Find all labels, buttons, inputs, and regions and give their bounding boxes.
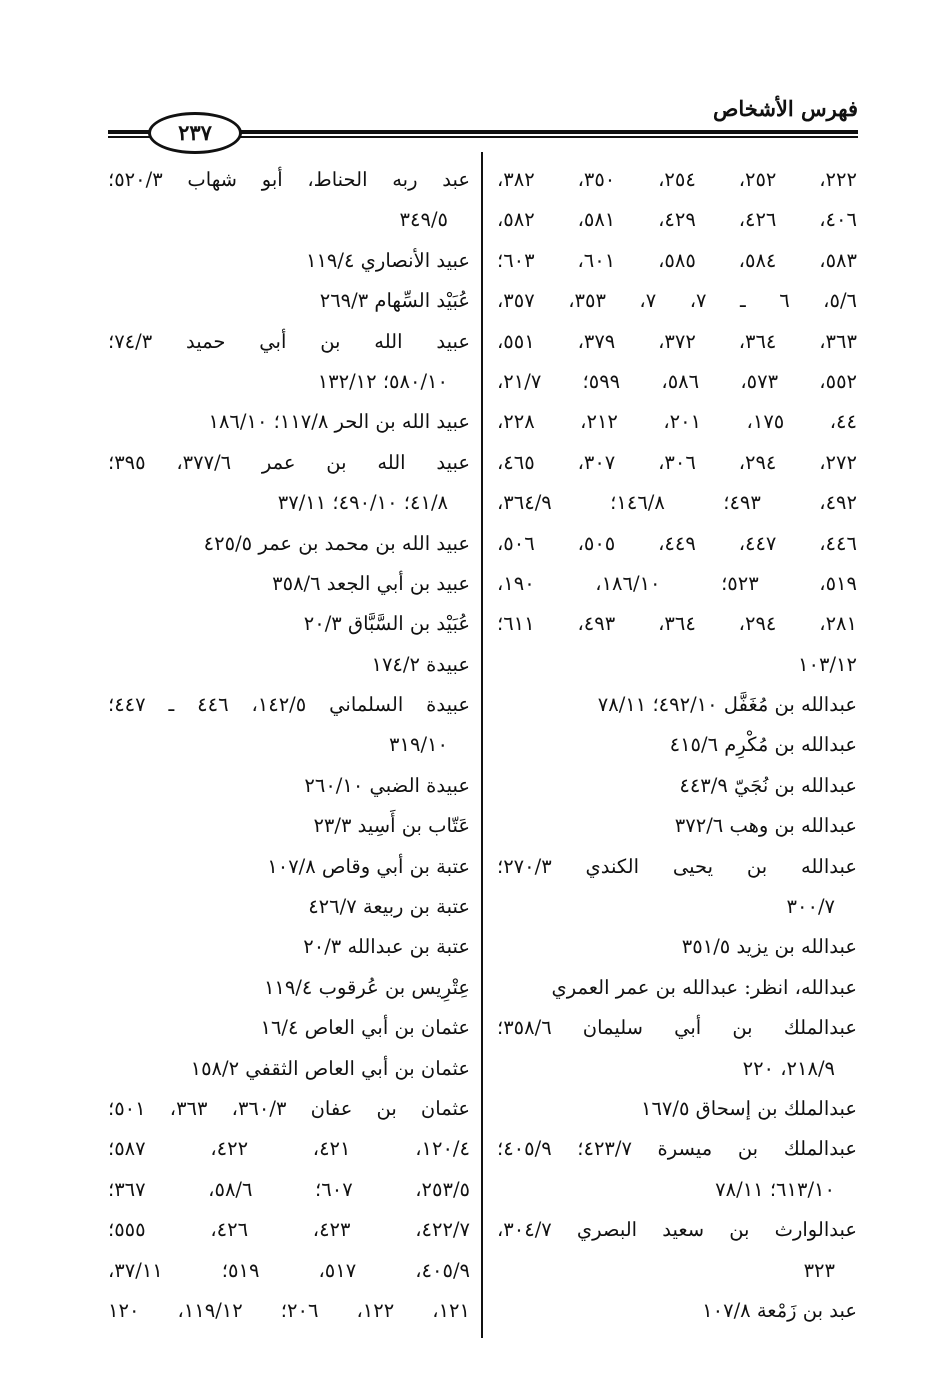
index-entry: عبدالله بن يحيى الكندي ٢٧٠/٣؛: [497, 854, 857, 878]
index-entry: عتبة بن عبدالله ٢٠/٣: [303, 935, 470, 959]
index-entry-continuation: ٢١٨/٩، ٢٢٠: [742, 1056, 835, 1080]
index-entry: عبدالله بن نُجَيّ ٤٤٣/٩: [679, 773, 857, 797]
index-entry: ٥/٦، ٦ ـ ٧، ٧، ٣٥٣، ٣٥٧،: [497, 289, 857, 313]
index-entry: عثمان بن أبي العاص الثقفي ١٥٨/٢: [190, 1056, 470, 1080]
index-entry: ٥٨٣، ٥٨٤، ٥٨٥، ٦٠١، ٦٠٣؛: [497, 248, 857, 272]
index-entry: عبدالوارث بن سعيد البصري ٣٠٤/٧،: [497, 1218, 857, 1242]
index-entry: عبيد الله بن أبي حميد ٧٤/٣؛: [108, 329, 470, 353]
index-entry: عبد ربه الحناط، أبو شهاب ٥٢٠/٣؛: [108, 168, 470, 191]
running-title: فهرس الأشخاص: [712, 96, 858, 121]
index-entry: عَتّاب بن أَسِيد ٢٣/٣: [313, 814, 470, 838]
index-entry: ٣٦٣، ٣٦٤، ٣٧٢، ٣٧٩، ٥٥١،: [497, 329, 857, 353]
index-entry: عبيد الله بن عمر ٣٧٧/٦، ٣٩٥؛: [108, 450, 470, 474]
index-entry: عبدالملك بن ميسرة ٤٢٣/٧؛ ٤٠٥/٩؛: [497, 1137, 857, 1161]
index-entry-continuation: ٣٢٣: [803, 1258, 835, 1282]
column-divider: [481, 152, 483, 1338]
index-entry: عبدالله بن يزيد ٣٥١/٥: [681, 935, 857, 959]
index-column-right: [497, 160, 857, 1331]
index-entry: عبدالملك بن إسحاق ١٦٧/٥: [640, 1096, 857, 1120]
index-entry: عبيد الله بن محمد بن عمر ٤٢٥/٥: [203, 531, 470, 555]
index-entry: عبدالله، انظر: عبدالله بن عمر العمري: [551, 975, 857, 999]
index-entry: عبدالملك بن أبي سليمان ٣٥٨/٦؛: [497, 1016, 857, 1040]
index-entry: عتبة بن أبي وقاص ١٠٧/٨: [267, 854, 470, 878]
index-entry: ٤٠٥/٩، ٥١٧، ٥١٩؛ ٣٧/١١،: [108, 1258, 470, 1282]
index-entry: ٢٧٢، ٢٩٤، ٣٠٦، ٣٠٧، ٤٦٥،: [497, 450, 857, 474]
index-entry: ٤٢٢/٧، ٤٢٣، ٤٢٦، ٥٥٥؛: [108, 1218, 470, 1242]
index-entry-continuation: ٦١٣/١٠؛ ٧٨/١١: [715, 1177, 835, 1201]
index-entry: ٢٥٣/٥، ٦٠٧؛ ٥٨/٦، ٣٦٧؛: [108, 1177, 470, 1201]
index-column-left: [108, 160, 470, 1331]
page-header: [108, 92, 858, 152]
index-entry-continuation: ٥٨٠/١٠؛ ١٣٢/١٢: [317, 369, 448, 393]
index-entry: ٤٠٦، ٤٢٦، ٤٢٩، ٥٨١، ٥٨٢،: [497, 208, 857, 232]
page-number: ٢٣٧: [148, 112, 242, 154]
index-entry: ٥٥٢، ٥٧٣، ٥٨٦، ٥٩٩؛ ٢١/٧،: [497, 369, 857, 393]
index-entry-continuation: ٤١/٨؛ ٤٩٠/١٠؛ ٣٧/١١: [277, 491, 448, 515]
index-entry: ١٠٣/١٢: [798, 652, 857, 676]
index-entry: ٥١٩، ٥٢٣؛ ١٨٦/١٠، ١٩٠،: [497, 571, 857, 595]
index-entry: عبيدة ١٧٤/٢: [371, 652, 470, 676]
index-entry: عبيدة الضبي ٢٦٠/١٠: [304, 773, 470, 797]
index-entry: عبد بن زَمْعة ١٠٧/٨: [702, 1298, 857, 1322]
index-entry: عبيدة السلماني ١٤٢/٥، ٤٤٦ ـ ٤٤٧؛: [108, 693, 470, 717]
index-entry: عِتْرِيس بن عُرقوب ١١٩/٤: [263, 975, 470, 999]
index-entry: عبيد بن أبي الجعد ٣٥٨/٦: [272, 571, 470, 595]
index-entry: عثمان بن أبي العاص ١٦/٤: [260, 1016, 470, 1040]
index-entry: ٤٤٦، ٤٤٧، ٤٤٩، ٥٠٥، ٥٠٦،: [497, 531, 857, 555]
index-entry: ٤٩٢، ٤٩٣؛ ١٤٦/٨؛ ٣٦٤/٩،: [497, 491, 857, 515]
index-entry-continuation: ٣٤٩/٥: [399, 208, 448, 232]
index-entry: عتبة بن ربيعة ٤٢٦/٧: [308, 895, 470, 919]
index-entry: ١٢١، ١٢٢، ٢٠٦؛ ١١٩/١٢، ١٢٠: [108, 1298, 470, 1322]
index-entry: عُبَيْد السِّهام ٢٦٩/٣: [319, 289, 470, 313]
index-entry: ٢٨١، ٢٩٤، ٣٦٤، ٤٩٣، ٦١١؛: [497, 612, 857, 636]
index-entry: عبدالله بن مُكْرِم ٤١٥/٦: [669, 733, 857, 757]
index-entry: عبيد الأنصاري ١١٩/٤: [305, 248, 470, 272]
index-entry-continuation: ٣٠٠/٧: [786, 895, 835, 919]
index-entry: عثمان بن عفان ٣٦٠/٣، ٣٦٣، ٥٠١؛: [108, 1096, 470, 1120]
index-entry: عبدالله بن وهب ٣٧٢/٦: [674, 814, 857, 838]
index-entry: ٤٤، ١٧٥، ٢٠١، ٢١٢، ٢٢٨،: [497, 410, 857, 434]
index-entry: عبيد الله بن الحر ١١٧/٨؛ ١٨٦/١٠: [208, 410, 470, 434]
index-entry: عبدالله بن مُغَفَّل ٤٩٢/١٠؛ ٧٨/١١: [597, 693, 857, 717]
index-entry: عُبَيْد بن السَّبَّاق ٢٠/٣: [303, 612, 470, 636]
index-entry-continuation: ٣١٩/١٠: [389, 733, 448, 757]
index-entry: ١٢٠/٤، ٤٢١، ٤٢٢، ٥٨٧؛: [108, 1137, 470, 1161]
index-entry: ٢٢٢، ٢٥٢، ٢٥٤، ٣٥٠، ٣٨٢،: [497, 168, 857, 191]
